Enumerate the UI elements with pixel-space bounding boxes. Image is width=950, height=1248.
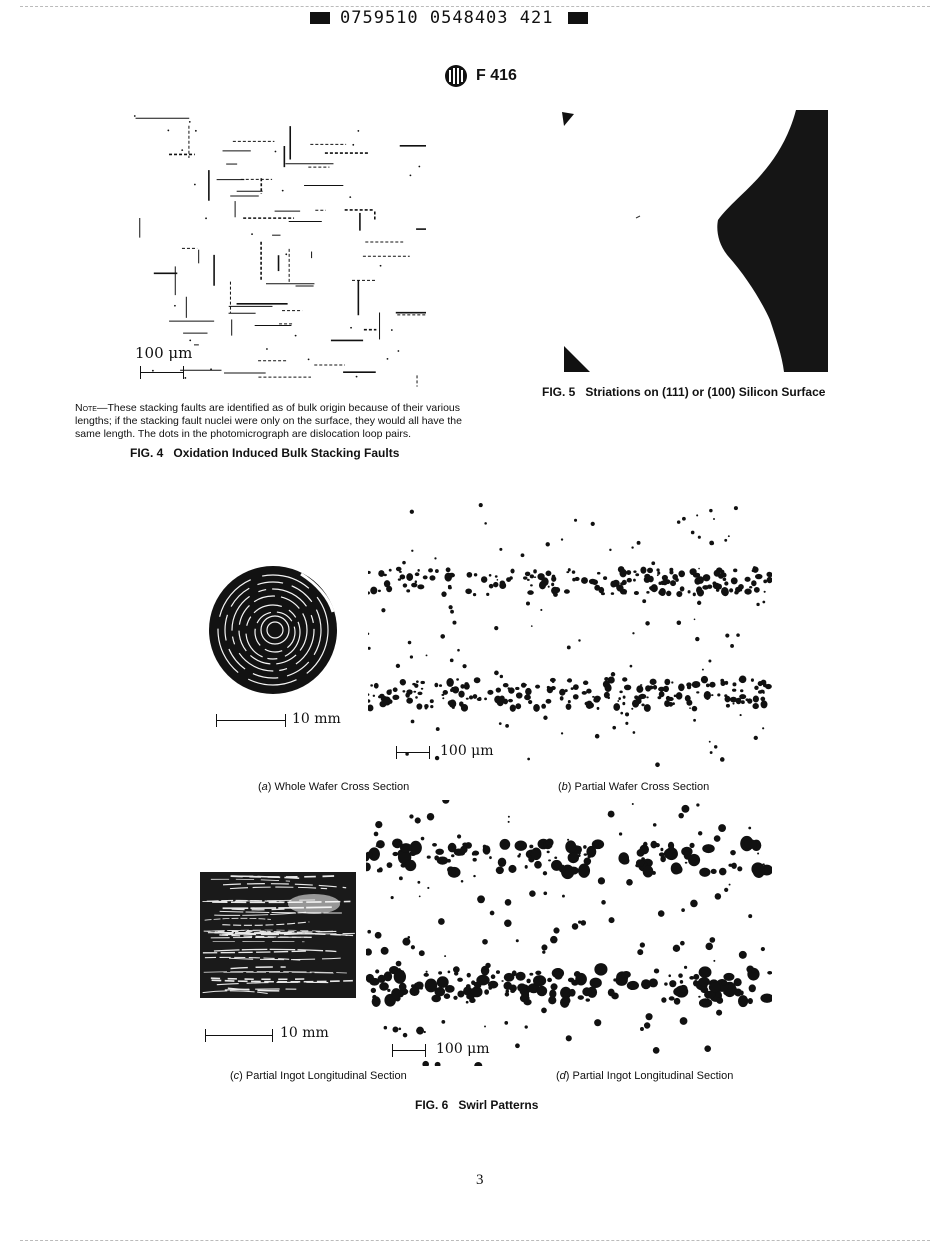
fig6d-caption: (d) Partial Ingot Longitudinal Section xyxy=(556,1070,734,1082)
fig6a-scale-bar xyxy=(216,714,286,726)
doc-code-line xyxy=(310,8,590,28)
fig4-caption xyxy=(130,446,399,460)
fig4-caption-title: Oxidation Induced Bulk Stacking Faults xyxy=(173,446,400,460)
fig6-caption xyxy=(415,1098,538,1112)
fig6a-wafer-image xyxy=(205,560,341,700)
fig6b-swirl-image xyxy=(368,502,772,770)
fig6c-letter: c xyxy=(233,1070,240,1082)
fig6c-label: Partial Ingot Longitudinal Section xyxy=(245,1070,407,1082)
fig5-image xyxy=(556,106,832,376)
page-number: 3 xyxy=(476,1172,484,1188)
fig6d-scale-bar xyxy=(392,1044,426,1056)
fig6a-letter: a xyxy=(261,781,268,793)
fig6b-letter: b xyxy=(561,781,568,793)
standard-number: F 416 xyxy=(476,67,517,84)
doc-code: 0759510 0548403 421 xyxy=(340,8,554,28)
fig6b-scale-bar xyxy=(396,746,430,758)
fig6d-scale-label: 100 μm xyxy=(436,1041,490,1057)
fig6c-caption: (c) Partial Ingot Longitudinal Section xyxy=(230,1070,407,1082)
fig4-note-text: —These stacking faults are identified as of bulk origin because of their various lengths; if the stacking fault nuclei were only on the surface, they would all have the same length. The dots in the photomicrograph are dislocation loop pairs. xyxy=(75,402,462,440)
fig6d-swirl-image xyxy=(366,800,772,1066)
fig6b-dots-drawing xyxy=(368,502,772,770)
barcode-left-block xyxy=(310,12,330,24)
fig6c-scale-label: 10 mm xyxy=(280,1025,329,1041)
fig5-striation-drawing xyxy=(556,106,832,376)
fig6d-letter: d xyxy=(559,1070,566,1082)
fig5-caption-title: Striations on (111) or (100) Silicon Surface xyxy=(585,385,826,399)
fig4-note xyxy=(75,402,471,441)
fig6-caption-title: Swirl Patterns xyxy=(458,1098,539,1112)
fig6a-label: Whole Wafer Cross Section xyxy=(274,781,410,793)
fig6b-scale-label: 100 μm xyxy=(440,743,494,759)
fig6c-ingot-drawing xyxy=(196,868,362,1002)
fig5-caption-num: FIG. 5 xyxy=(542,385,576,399)
bottom-scan-line xyxy=(20,1240,930,1242)
fig6d-label: Partial Ingot Longitudinal Section xyxy=(572,1070,734,1082)
fig4-photomicrograph xyxy=(128,108,428,390)
fig4-scale-label: 100 μm xyxy=(135,344,193,362)
fig6a-caption: (a) Whole Wafer Cross Section xyxy=(258,781,410,793)
fig6-caption-num: FIG. 6 xyxy=(415,1098,449,1112)
fig6b-caption: (b) Partial Wafer Cross Section xyxy=(558,781,710,793)
fig4-caption-num: FIG. 4 xyxy=(130,446,164,460)
fig6c-ingot-image xyxy=(196,868,362,1002)
fig6b-label: Partial Wafer Cross Section xyxy=(574,781,710,793)
fig4-scale-bar xyxy=(140,366,184,378)
fig5-caption xyxy=(542,385,825,399)
fig6c-scale-bar xyxy=(205,1029,273,1041)
astm-logo-icon xyxy=(444,64,468,88)
fig6a-scale-label: 10 mm xyxy=(292,711,341,727)
fig6a-wafer-drawing xyxy=(205,560,341,700)
fig4-note-lead: Note xyxy=(75,402,97,414)
barcode-right-block xyxy=(568,12,588,24)
fig6d-dots-drawing xyxy=(366,800,772,1066)
